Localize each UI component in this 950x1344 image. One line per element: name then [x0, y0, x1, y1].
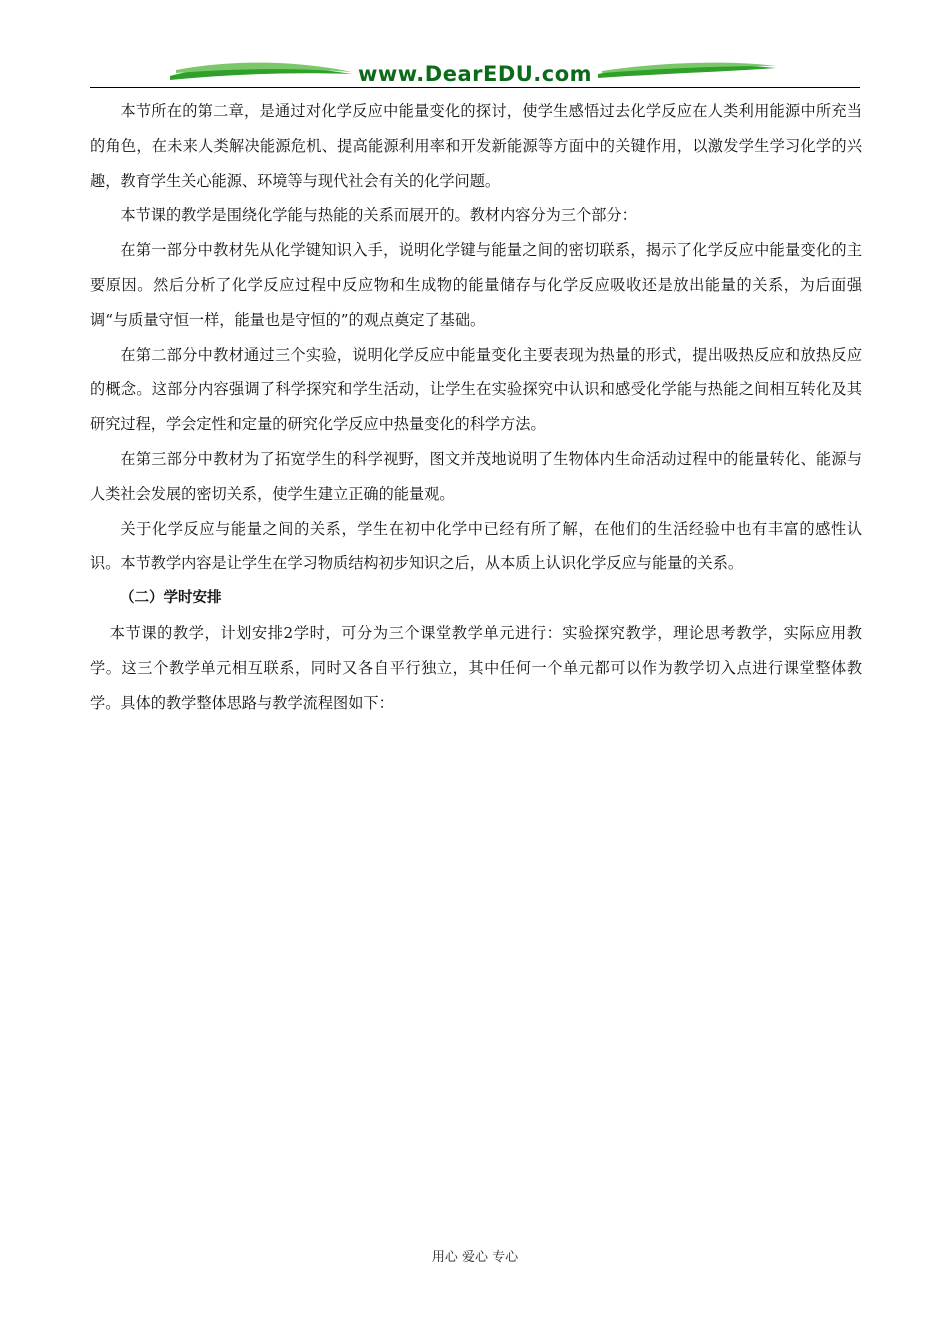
paragraph-part-three: 在第三部分中教材为了拓宽学生的科学视野，图文并茂地说明了生物体内生命活动过程中的能量转化、能源与人类社会发展的密切关系，使学生建立正确的能量观。 — [90, 449, 862, 503]
document-body — [90, 94, 862, 720]
paragraph-lesson-overview: 本节课的教学是围绕化学能与热能的关系而展开的。教材内容分为三个部分： — [120, 206, 637, 225]
section-heading-schedule: （二）学时安排 — [120, 590, 222, 607]
paragraph-part-one: 在第一部分中教材先从化学键知识入手，说明化学键与能量之间的密切联系，揭示了化学反应中能量变化的主要原因。然后分析了化学反应过程中反应物和生成物的能量储存与化学反应吸收还是放出能量的关系，为后面强调“与质量守恒一样，能量也是守恒的”的观点奠定了基础。 — [90, 241, 862, 329]
paragraph-schedule: 本节课的教学，计划安排2学时，可分为三个课堂教学单元进行：实验探究教学，理论思考教学，实际应用教学。这三个教学单元相互联系，同时又各自平行独立，其中任何一个单元都可以作为教学切入点进行课堂整体教学。具体的教学整体思路与教学流程图如下： — [90, 623, 862, 712]
site-logo-text[interactable]: www.DearEDU.com — [357, 62, 593, 86]
paragraph-part-two: 在第二部分中教材通过三个实验，说明化学反应中能量变化主要表现为热量的形式，提出吸热反应和放热反应的概念。这部分内容强调了科学探究和学生活动，让学生在实验探究中认识和感受化学能与热能之间相互转化及其研究过程，学会定性和定量的研究化学反应中热量变化的科学方法。 — [90, 345, 862, 434]
page-header — [90, 56, 860, 90]
header-rule — [90, 87, 860, 88]
paragraph-chapter-intro: 本节所在的第二章，是通过对化学反应中能量变化的探讨，使学生感悟过去化学反应在人类利用能源中所充当的角色，在未来人类解决能源危机、提高能源利用率和开发新能源等方面中的关键作用，以激发学生学习化学的兴趣，教育学生关心能源、环境等与现代社会有关的化学问题。 — [90, 102, 862, 190]
paragraph-prior-knowledge: 关于化学反应与能量之间的关系，学生在初中化学中已经有所了解，在他们的生活经验中也有丰富的感性认识。本节教学内容是让学生在学习物质结构初步知识之后，从本质上认识化学反应与能量的关系。 — [90, 519, 862, 573]
page-footer: 用心 爱心 专心 — [431, 1250, 519, 1265]
